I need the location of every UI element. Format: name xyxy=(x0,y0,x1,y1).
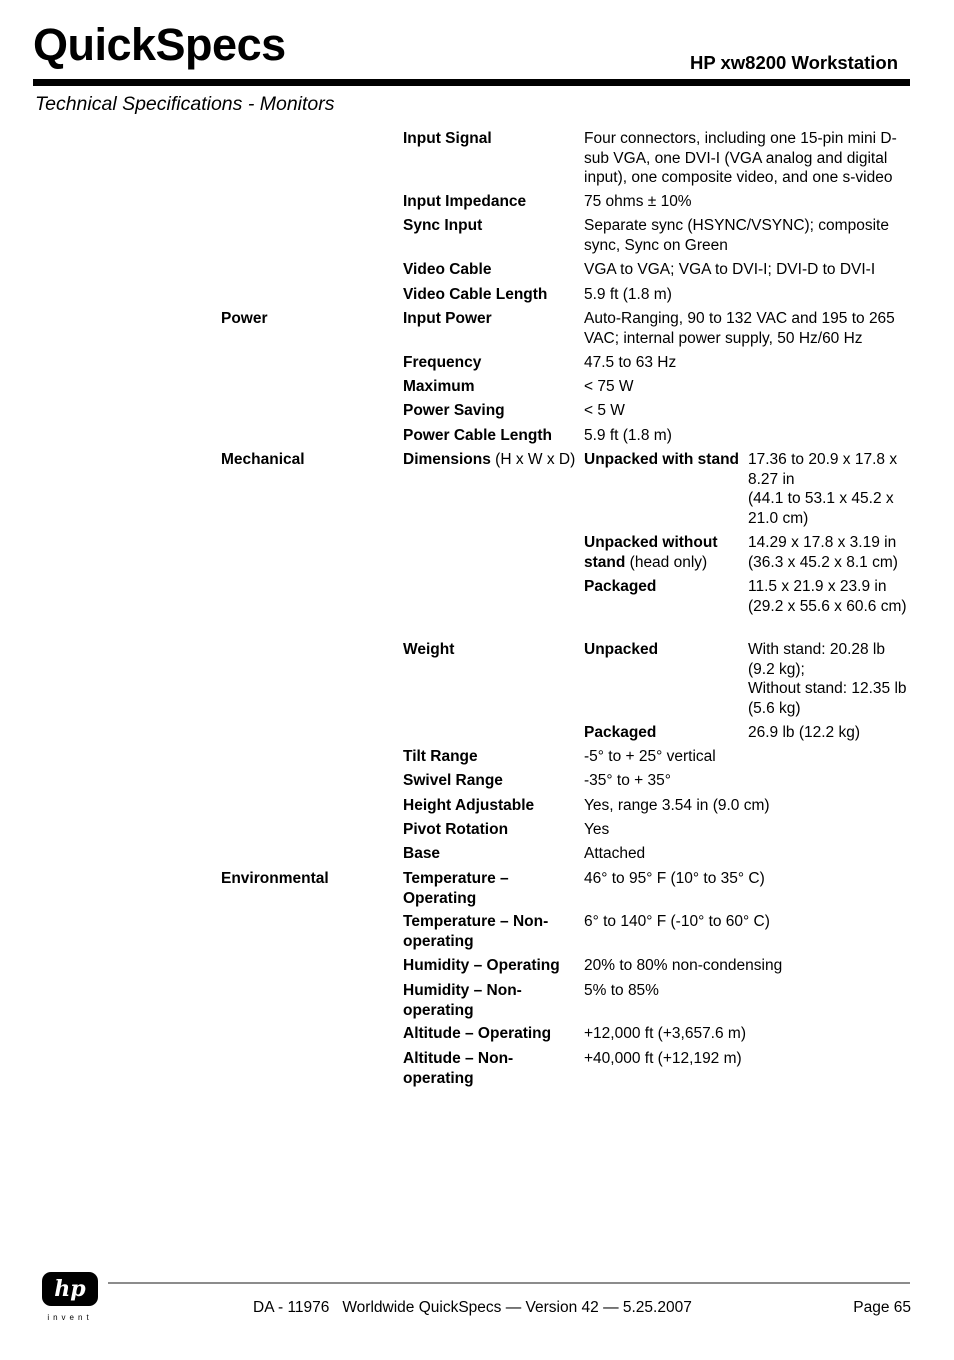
sub-label: Packaged xyxy=(584,578,657,595)
sub-label-bold: Unpacked without stand xyxy=(584,534,718,571)
spec-row xyxy=(0,912,954,956)
row-label: Pivot Rotation xyxy=(403,821,509,838)
row-label: Altitude – Operating xyxy=(403,1025,552,1042)
row-value: Four connectors, including one 15-pin mini D-sub VGA, one DVI-I (VGA analog and digital input), one composite video, and one s-video xyxy=(584,130,897,186)
sub-label: Unpacked with stand xyxy=(584,451,740,468)
row-label: Swivel Range xyxy=(403,772,503,789)
svg-text:invent: invent xyxy=(47,1313,93,1322)
sub-value: 17.36 to 20.9 x 17.8 x 8.27 in (44.1 to 53.1 x 45.2 x 21.0 cm) xyxy=(748,451,898,527)
row-label: Video Cable Length xyxy=(403,286,548,303)
row-value: -35° to + 35° xyxy=(584,772,671,789)
row-label xyxy=(403,450,578,470)
row-label: Input Signal xyxy=(403,130,492,147)
row-value: 46° to 95° F (10° to 35° C) xyxy=(584,870,765,887)
sub-label xyxy=(584,533,744,572)
row-label: Humidity – Operating xyxy=(403,957,560,974)
spec-row xyxy=(0,820,954,844)
sub-label-note: (head only) xyxy=(629,553,708,571)
row-category: Power xyxy=(221,310,268,327)
sub-value: 26.9 lb (12.2 kg) xyxy=(748,724,861,741)
row-label: Base xyxy=(403,845,441,862)
sub-value: With stand: 20.28 lb (9.2 kg); Without stand: 12.35 lb (5.6 kg) xyxy=(748,641,907,717)
row-value: VGA to VGA; VGA to DVI-I; DVI-D to DVI-I xyxy=(584,261,876,278)
spec-row xyxy=(0,260,954,285)
spec-row xyxy=(0,192,954,216)
row-value: 20% to 80% non-condensing xyxy=(584,957,783,974)
row-value: 75 ohms ± 10% xyxy=(584,193,692,210)
row-value: < 5 W xyxy=(584,402,625,419)
row-label: Humidity – Non-operating xyxy=(403,982,522,1019)
spec-row xyxy=(0,577,954,640)
spec-row xyxy=(0,533,954,577)
row-value: Yes xyxy=(584,821,610,838)
hp-logo xyxy=(40,1270,100,1322)
spec-table xyxy=(0,129,954,1092)
dimensions-label: Dimensions xyxy=(403,451,491,468)
row-label: Power Saving xyxy=(403,402,505,419)
row-label: Temperature – Operating xyxy=(403,870,509,907)
spec-row xyxy=(0,1049,954,1092)
row-value: Auto-Ranging, 90 to 132 VAC and 195 to 265 VAC; internal power supply, 50 Hz/60 Hz xyxy=(584,310,895,347)
row-value: 5.9 ft (1.8 m) xyxy=(584,286,672,303)
spec-row xyxy=(0,353,954,377)
row-value: +12,000 ft (+3,657.6 m) xyxy=(584,1025,746,1042)
hp-logo-graphic xyxy=(40,1270,100,1322)
spec-row xyxy=(0,309,954,353)
spec-row xyxy=(0,747,954,771)
spec-row xyxy=(0,723,954,747)
row-value: -5° to + 25° vertical xyxy=(584,748,716,765)
footer-rule xyxy=(108,1282,910,1284)
row-value: 6° to 140° F (-10° to 60° C) xyxy=(584,913,770,930)
row-value: 5.9 ft (1.8 m) xyxy=(584,427,672,444)
row-label: Frequency xyxy=(403,354,482,371)
row-label: Sync Input xyxy=(403,217,483,234)
dimensions-note: (H x W x D) xyxy=(495,451,576,468)
row-value: Yes, range 3.54 in (9.0 cm) xyxy=(584,797,770,814)
spec-row xyxy=(0,450,954,533)
spec-row xyxy=(0,771,954,796)
spec-row xyxy=(0,1024,954,1049)
row-value: < 75 W xyxy=(584,378,634,395)
row-category: Mechanical xyxy=(221,451,305,468)
row-label: Weight xyxy=(403,641,455,658)
row-value: 5% to 85% xyxy=(584,982,659,999)
row-label: Altitude – Non-operating xyxy=(403,1050,514,1087)
row-category: Environmental xyxy=(221,870,329,887)
spec-row xyxy=(0,796,954,820)
row-label: Input Impedance xyxy=(403,193,527,210)
row-label: Input Power xyxy=(403,310,492,327)
row-value: Attached xyxy=(584,845,646,862)
spec-row xyxy=(0,129,954,192)
spec-row xyxy=(0,216,954,260)
brand-title: QuickSpecs xyxy=(33,19,286,70)
sub-label: Packaged xyxy=(584,724,657,741)
sub-label: Unpacked xyxy=(584,641,659,658)
section-title: Technical Specifications - Monitors xyxy=(35,93,335,115)
sub-value: 14.29 x 17.8 x 3.19 in (36.3 x 45.2 x 8.1 cm) xyxy=(748,534,898,571)
sub-value: 11.5 x 21.9 x 23.9 in (29.2 x 55.6 x 60.6 cm) xyxy=(748,578,907,615)
footer-doc-info: DA - 11976 Worldwide QuickSpecs — Version 42 — 5.25.2007 xyxy=(253,1299,692,1316)
spec-row xyxy=(0,640,954,723)
row-label: Maximum xyxy=(403,378,475,395)
row-value: Separate sync (HSYNC/VSYNC); composite sync, Sync on Green xyxy=(584,217,889,254)
row-label: Tilt Range xyxy=(403,748,478,765)
row-value: +40,000 ft (+12,192 m) xyxy=(584,1050,742,1067)
spec-row xyxy=(0,401,954,426)
page-number: Page 65 xyxy=(853,1299,911,1316)
svg-text:hp: hp xyxy=(54,1276,86,1302)
row-label: Height Adjustable xyxy=(403,797,535,814)
spec-row xyxy=(0,981,954,1024)
spec-row xyxy=(0,426,954,450)
row-label: Power Cable Length xyxy=(403,427,552,444)
spec-row xyxy=(0,377,954,401)
spec-row xyxy=(0,844,954,869)
spec-row xyxy=(0,956,954,981)
header-rule xyxy=(33,79,910,86)
spec-row xyxy=(0,869,954,912)
product-name: HP xw8200 Workstation xyxy=(690,52,899,73)
row-label: Temperature – Non-operating xyxy=(403,913,549,950)
row-label: Video Cable xyxy=(403,261,492,278)
spec-row xyxy=(0,285,954,309)
row-value: 47.5 to 63 Hz xyxy=(584,354,677,371)
